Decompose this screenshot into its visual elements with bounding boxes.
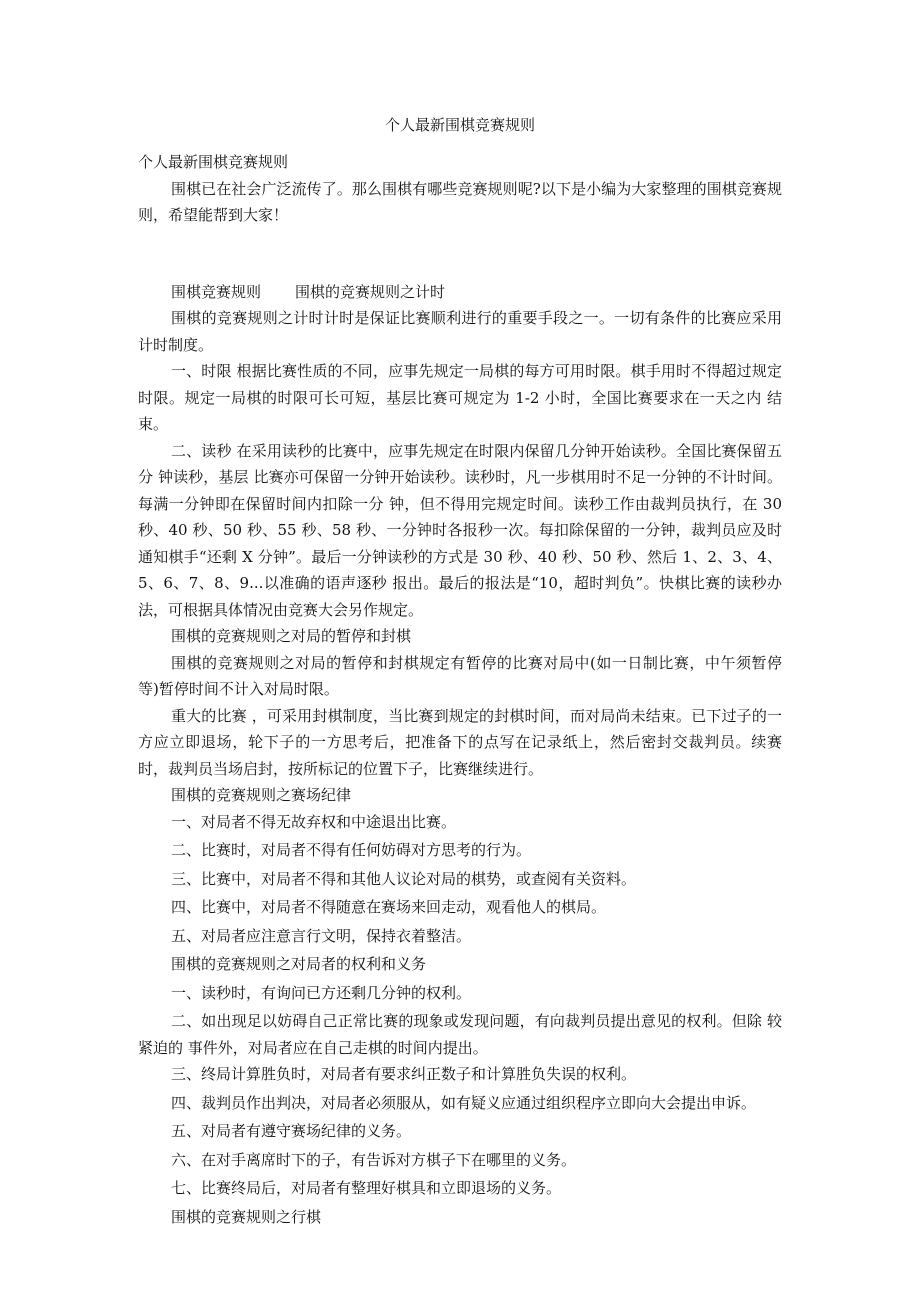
section-heading [138, 279, 782, 306]
intro-paragraph: 围棋已在社会广泛流传了。那么围棋有哪些竞赛规则呢?以下是小编为大家整理的围棋竞赛规则，希望能帮到大家！ [138, 179, 782, 224]
heading-rights-duties: 围棋的竞赛规则之对局者的权利和义务 [171, 955, 427, 973]
paragraph-pause: 围棋的竞赛规则之对局的暂停和封棋规定有暂停的比赛对局中(如一日制比赛，中午须暂停等)暂停时间不计入对局时限。 [138, 653, 782, 698]
list-item: 四、比赛中，对局者不得随意在赛场来回走动，观看他人的棋局。 [171, 898, 607, 916]
list-item: 五、对局者有遵守赛场纪律的义务。 [171, 1122, 412, 1140]
blank-spacer [138, 229, 782, 279]
paragraph-byoyomi: 二、读秒 在采用读秒的比赛中，应事先规定在时限内保留几分钟开始读秒。全国比赛保留五分 钟读秒，基层 比赛亦可保留一分钟开始读秒。读秒时，凡一步棋用时不足一分钟的不计时间。每满一分钟即在保留时间内扣除一分 钟，但不得用完规定时间。读秒工作由裁判员执行，在 30 秒、40 秒、50 秒、55 秒、58 秒、一分钟时各报秒一次。每扣除保留的一分钟，裁判员应及时通知棋手“还剩 X 分钟”。最后一分钟读秒的方式是 30 秒、40 秒、50 秒、然后 1、2、3、4、5、6、7、8、9...以准确的语声逐秒 报出。最后的报法是“10，超时判负”。快棋比赛的读秒办法，可根据具体情况由竞赛大会另作规定。 [138, 441, 782, 619]
heading-discipline: 围棋的竞赛规则之赛场纪律 [171, 786, 352, 804]
list-item: 五、对局者应注意言行文明，保持衣着整洁。 [171, 926, 472, 945]
list-item: 三、终局计算胜负时，对局者有要求纠正数子和计算胜负失误的权利。 [171, 1065, 637, 1083]
paragraph-time-limit: 一、时限 根据比赛性质的不同，应事先规定一局棋的每方可用时限。棋手用时不得超过规定时限。规定一局棋的时限可长可短，基层比赛可规定为 1-2 小时，全国比赛要求在一天之内 结束。 [138, 362, 782, 433]
list-item: 一、读秒时，有询问已方还剩几分钟的权利。 [171, 983, 472, 1002]
list-item: 二、比赛时，对局者不得有任何妨碍对方思考的行为。 [171, 841, 532, 859]
subtitle: 个人最新围棋竞赛规则 [138, 153, 289, 171]
heading-playing: 围棋的竞赛规则之行棋 [171, 1207, 322, 1226]
section-heading-left: 围棋竞赛规则 [171, 282, 262, 301]
list-item: 七、比赛终局后，对局者有整理好棋具和立即退场的义务。 [171, 1179, 562, 1197]
heading-pause-sealing: 围棋的竞赛规则之对局的暂停和封棋 [171, 627, 412, 645]
paragraph-timing-intro: 围棋的竞赛规则之计时计时是保证比赛顺利进行的重要手段之一。一切有条件的比赛应采用计时制度。 [138, 309, 782, 354]
section-heading-right: 围棋的竞赛规则之计时 [295, 282, 446, 301]
list-item: 四、裁判员作出判决，对局者必须服从，如有疑义应通过组织程序立即向大会提出申诉。 [171, 1093, 757, 1112]
paragraph-sealing: 重大的比赛 ，可采用封棋制度，当比赛到规定的封棋时间，而对局尚未结束。已下过子的一方应立即退场，轮下子的一方思考后，把准备下的点写在记录纸上，然后密封交裁判员。续赛时，裁判员当场启封，按所标记的位置下子，比赛继续进行。 [138, 706, 782, 778]
list-item: 六、在对手离席时下的子，有告诉对方棋子下在哪里的义务。 [171, 1150, 577, 1169]
list-item: 一、对局者不得无故弃权和中途退出比赛。 [171, 812, 457, 831]
document-title: 个人最新围棋竞赛规则 [384, 116, 535, 134]
document-body [138, 149, 782, 1230]
list-item: 三、比赛中，对局者不得和其他人议论对局的棋势，或查阅有关资料。 [171, 869, 637, 888]
list-item: 二、如出现足以妨碍自己正常比赛的现象或发现问题，有向裁判员提出意见的权利。但除 较紧迫的 事件外，对局者应在自己走棋的时间内提出。 [138, 1012, 782, 1057]
